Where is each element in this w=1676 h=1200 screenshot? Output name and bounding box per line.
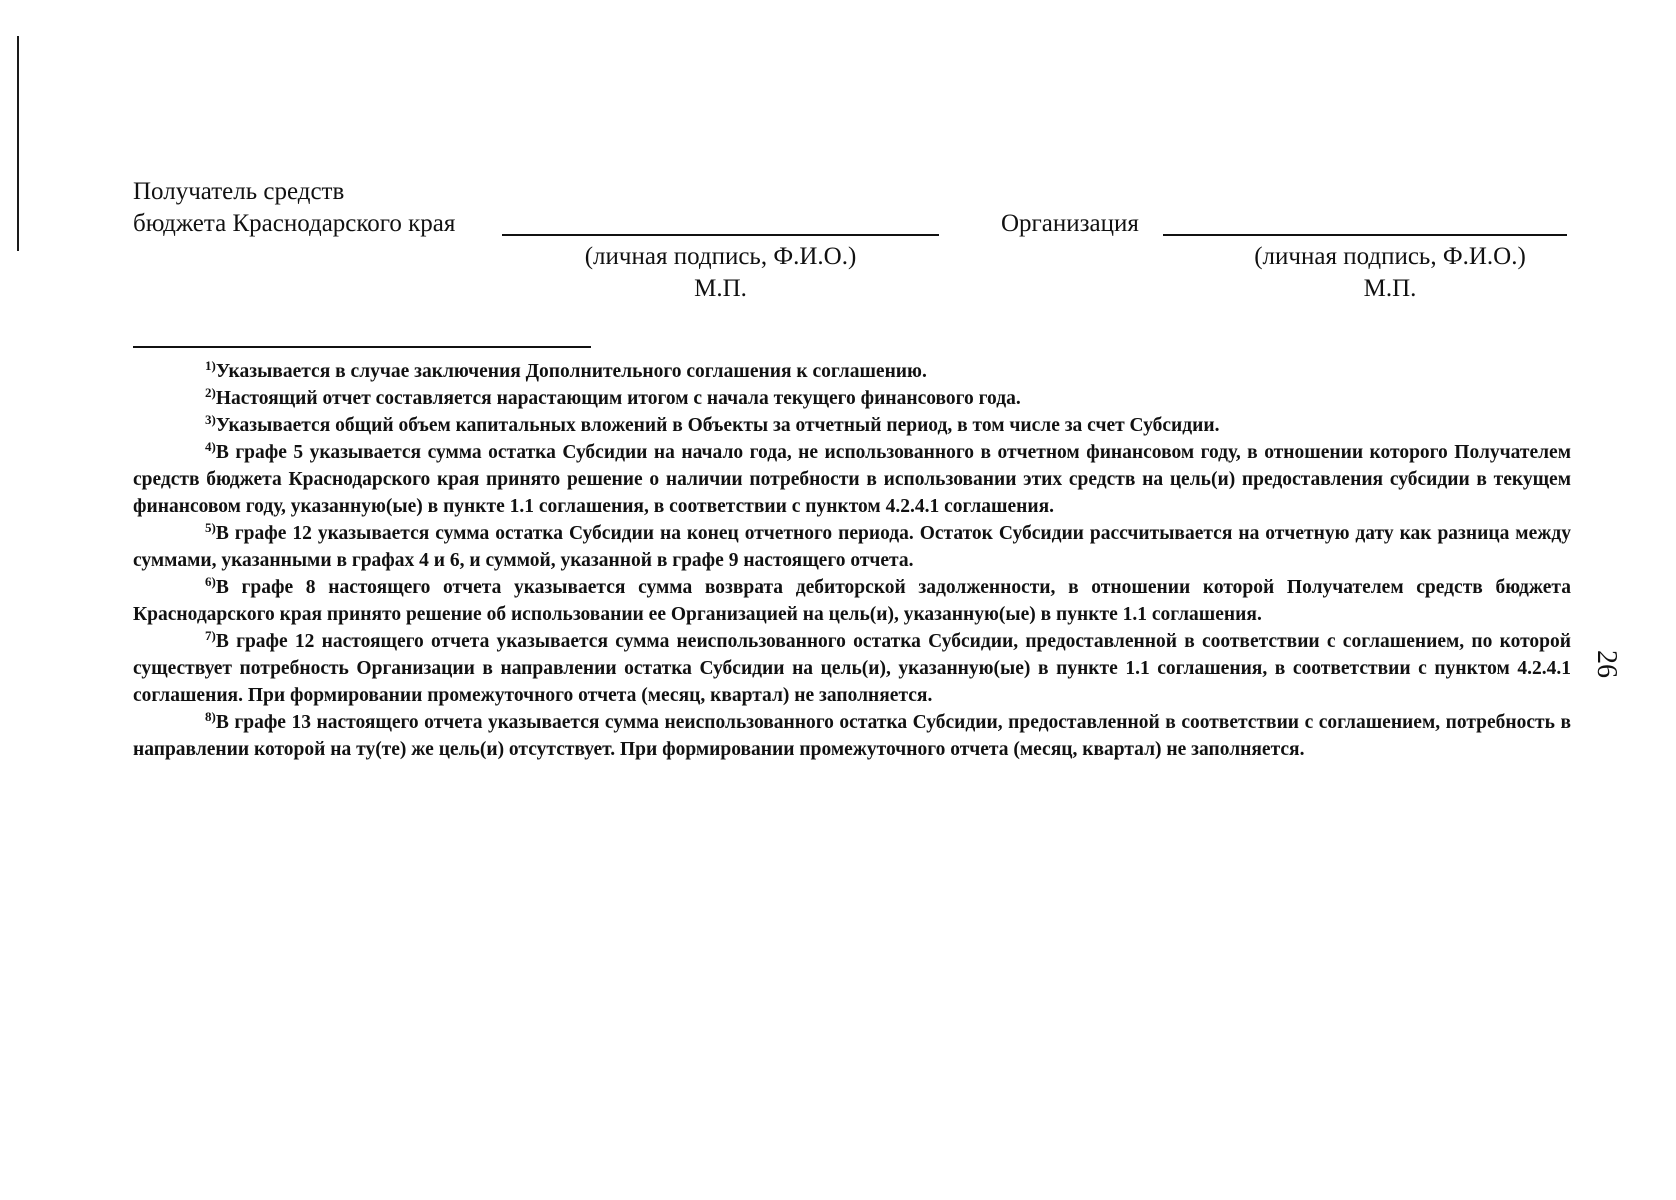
recipient-signature-caption: (личная подпись, Ф.И.О.) (584, 243, 857, 270)
footnote-text: Указывается в случае заключения Дополнительного соглашения к соглашению. (215, 361, 927, 382)
footnote-text: В графе 8 настоящего отчета указывается сумма возврата дебиторской задолженности, в отношении которой Получателем средств бюджета Краснодарского края принято решение об использовании ее Организацией на цель(и), указанную(ые) в пункте 1.1 соглашения. (133, 577, 1571, 625)
footnote (133, 628, 1571, 709)
recipient-stamp-label: М.П. (694, 275, 747, 302)
footnote (133, 412, 1571, 439)
recipient-label-line2: бюджета Краснодарского края (133, 210, 456, 237)
footnote-text: Указывается общий объем капитальных вложений в Объекты за отчетный период, в том числе за счет Субсидии. (215, 415, 1220, 436)
organization-signature-line (1163, 234, 1567, 236)
footnotes-section (133, 358, 1571, 763)
footnote-mark: 8) (205, 709, 216, 724)
footnote-mark: 2) (205, 385, 216, 400)
footnote (133, 574, 1571, 628)
footnote (133, 385, 1571, 412)
footnote-mark: 4) (205, 439, 216, 454)
footnote-mark: 1) (205, 358, 216, 373)
footnote-text: В графе 12 настоящего отчета указывается сумма неиспользованного остатка Субсидии, предоставленной в соответствии с соглашением, по которой существует потребность Организации в направлении остатка Субсидии на цель(и), указанную(ые) в пункте 1.1 соглашения, в соответствии с пунктом 4.2.4.1 соглашения. При формировании промежуточного отчета (месяц, квартал) не заполняется. (133, 631, 1571, 706)
footnote-mark: 3) (205, 412, 216, 427)
footnote (133, 439, 1571, 520)
footnote (133, 520, 1571, 574)
footnote (133, 358, 1571, 385)
footnote-mark: 6) (205, 574, 216, 589)
organization-signature-caption: (личная подпись, Ф.И.О.) (1254, 243, 1526, 270)
footnote-text: В графе 12 указывается сумма остатка Субсидии на конец отчетного периода. Остаток Субсидии рассчитывается на отчетную дату как разница между суммами, указанными в графах 4 и 6, и суммой, указанной в графе 9 настоящего отчета. (133, 523, 1571, 571)
left-margin-rule (17, 36, 19, 251)
recipient-signature-line (502, 234, 939, 236)
footnote-text: Настоящий отчет составляется нарастающим итогом с начала текущего финансового года. (215, 388, 1021, 409)
page-number: 26 (1591, 650, 1622, 678)
footnote-text: В графе 13 настоящего отчета указывается сумма неиспользованного остатка Субсидии, предоставленной в соответствии с соглашением, потребность в направлении которой на ту(те) же цель(и) отсутствует. При формировании промежуточного отчета (месяц, квартал) не заполняется. (133, 712, 1571, 760)
footnote (133, 709, 1571, 763)
organization-stamp-label: М.П. (1363, 275, 1417, 302)
footnote-text: В графе 5 указывается сумма остатка Субсидии на начало года, не использованного в отчетном финансовом году, в отношении которого Получателем средств бюджета Краснодарского края принято решение о наличии потребности в использовании этих средств на цель(и) предоставления субсидии в текущем финансовом году, указанную(ые) в пункте 1.1 соглашения, в соответствии с пунктом 4.2.4.1 соглашения. (133, 442, 1571, 517)
footnote-mark: 5) (205, 520, 216, 535)
footnote-mark: 7) (205, 628, 216, 643)
organization-label: Организация (1001, 210, 1139, 237)
recipient-label-line1: Получатель средств (133, 178, 345, 205)
footnote-separator (133, 346, 591, 348)
